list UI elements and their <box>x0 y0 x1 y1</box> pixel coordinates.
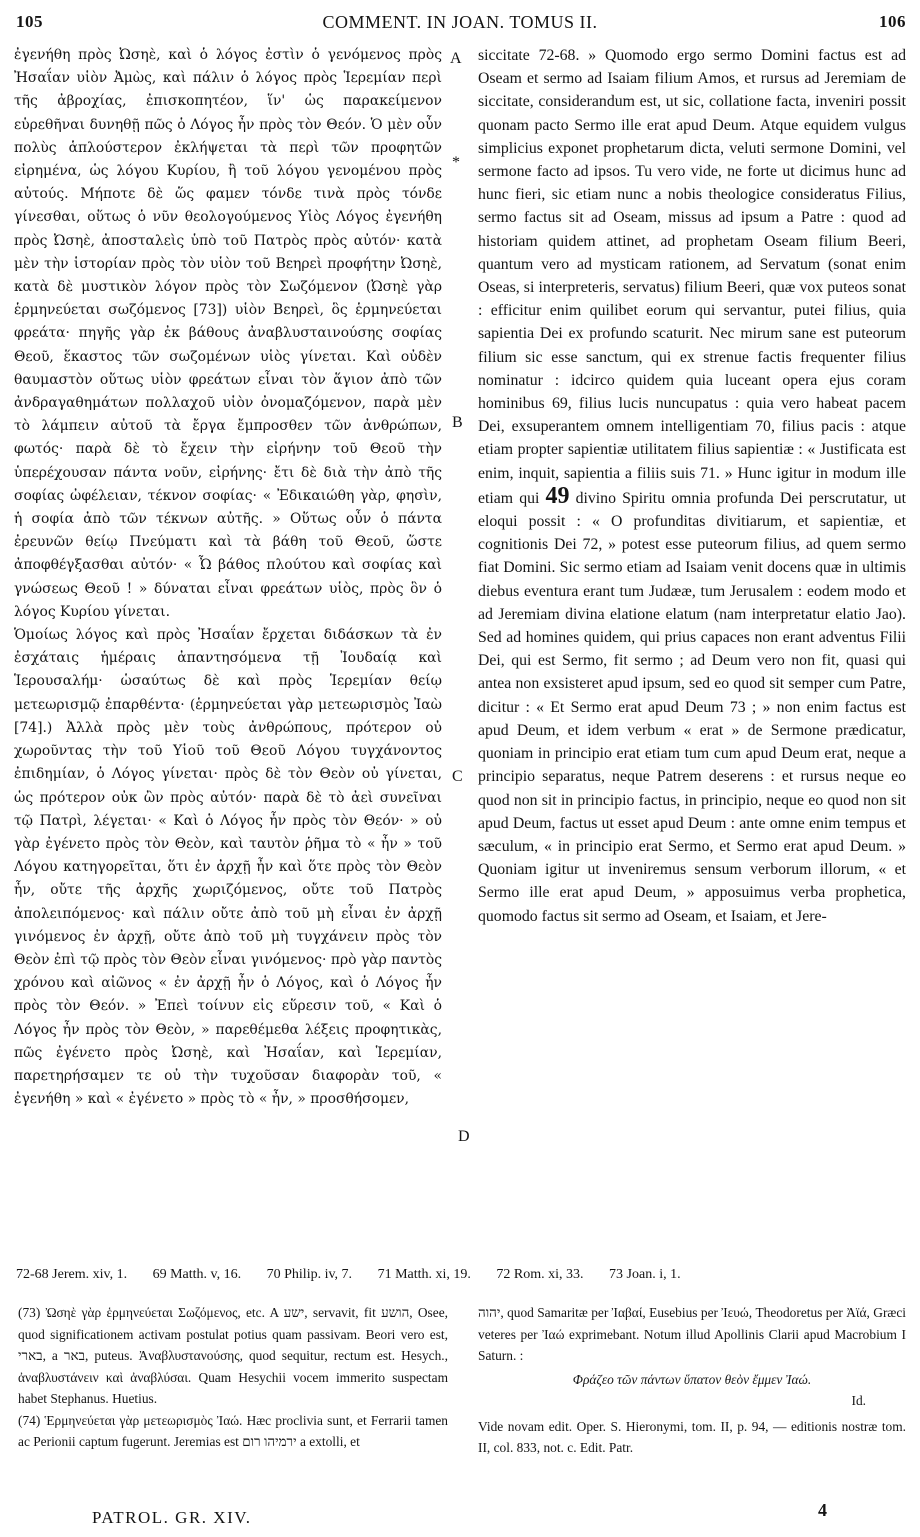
footnote-signature: Id. <box>851 1393 866 1408</box>
signature-number: 4 <box>818 1500 827 1520</box>
greek-paragraph: Ὁμοίως λόγος καὶ πρὸς Ἠσαΐαν ἔρχεται διδάσκων τὰ ἐν ἐσχάταις ἡμέραις ἀπαντησόμενα τῇ Ἰουδαίᾳ καὶ Ἱερουσαλήμ· ὡσαύτως δὲ καὶ πρὸς Ἱερεμίαν θείῳ μετεωρισμῷ ἐπαρθέντα· (ἑρμηνεύεται γὰρ μετεωρισμὸς Ἰαὼ [74].) Ἀλλὰ πρὸς μὲν τοὺς ἀνθρώπους, πρότερον οὐ χωροῦντας τὴν τοῦ Υἱοῦ τοῦ Θεοῦ Λόγου τυγχάνοντος ἐπιδημίαν, ὁ Λόγος γίνεται· πρὸς δὲ τὸν Θεὸν οὐ γίνεται, ὡς πρότερον οὐκ ὢν πρὸς αὐτόν· παρὰ δὲ τὸ ἀεὶ συνεῖναι τῷ Πατρὶ, λέγεται· « Καὶ ὁ Λόγος ἦν πρὸς τὸν Θεόν· » οὐ γὰρ ἐγένετο πρὸς τὸν Θεὸν, καὶ ταυτὸν ῥῆμα τὸ « ἦν » τοῦ Λόγου κατηγορεῖται, ὅτι ἐν ἀρχῇ ἦν καὶ ὅτε πρὸς τὸν Θεὸν ἦν, οὔτε τῆς ἀρχῆς χωριζόμενος, οὔτε τοῦ Πατρὸς ἀπολειπόμενος· καὶ πάλιν οὔτε ἀπὸ τοῦ μὴ εἶναι ἐν ἀρχῇ γινόμενος ἐν ἀρχῇ, οὔτε ἀπὸ τοῦ μὴ τυγχάνειν πρὸς τὸν Θεὸν ἐπὶ τῷ πρὸς τὸν Θεὸν εἶναι γινόμενος· πρὸ γὰρ παντὸς χρόνου καὶ αἰῶνος « ἐν ἀρχῇ ἦν ὁ Λόγος, καὶ ὁ Λόγος ἦν πρὸς τὸν Θεόν. » Ἐπεὶ τοίνυν εἰς εὕρεσιν τοῦ, « Καὶ ὁ Λόγος ἦν πρὸς τὸν Θεὸν, » παρεθέμεθα λέξεις προφητικὰς, πῶς ἐγένετο πρὸς Ὠσηὲ, καὶ Ἠσαΐαν, καὶ Ἱερεμίαν, παρετηρήσαμεν τε οὐ τὴν τυχοῦσαν διαφορὰν τοῦ, « ἐγενήθη » καὶ « ἐγένετο » πρὸς τὸ « ἦν, » προσθήσομεν, <box>14 627 442 1108</box>
footnotes-right <box>478 1302 906 1459</box>
latin-text-column <box>478 44 906 928</box>
latin-paragraph <box>478 44 906 928</box>
margin-marker-d: D <box>458 1128 470 1145</box>
scripture-ref: 71 Matth. xi, 19. <box>377 1267 471 1282</box>
scripture-ref: 69 Matth. v, 16. <box>152 1267 242 1282</box>
column-number: 49 <box>545 482 570 509</box>
greek-text-column <box>14 44 442 1111</box>
footnote: (73) Ὠσηὲ γὰρ ἑρμηνεύεται Σωζόμενος, etc. A ישע, servavit, fit הושע, Osee, quod significationem activam postulat potius quam passivam. Beori vero est, בארי, a באר, puteus. Ἀναβλυστανούσης, quod sequitur, rectum est. Hesych., ἀναβλυστάνειν καὶ ἀναβλύσαι. Quam Hesychii vocem immerito suspectam habet Stephanus. Huetius. <box>18 1305 449 1406</box>
running-title: COMMENT. IN JOAN. TOMUS II. <box>322 12 598 32</box>
footnote-verse: Φράζεο τῶν πάντων ὕπατον θεὸν ἔμμεν Ἰαώ. <box>572 1371 812 1387</box>
margin-marker-c: C <box>452 768 463 785</box>
greek-paragraph: ἐγενήθη πρὸς Ὠσηὲ, καὶ ὁ λόγος ἐστὶν ὁ γενόμενος πρὸς Ἠσαΐαν υἱὸν Ἀμὼς, καὶ πάλιν ὁ λόγος πρὸς Ἱερεμίαν περὶ τῆς ἀβροχίας, ἐπισκοπητέον, ἵν' ὡς παρακείμενον εὑρεθῆναι δυνηθῇ πῶς ὁ Λόγος ἦν πρὸς τὸν Θεόν. Ὁ μὲν οὖν πολὺς ἁπλούστερον ἐκλήψεται τὰ περὶ τῶν προφητῶν εἰρημένα, ὡς λόγου Κυρίου, ἢ τοῦ λόγου γενομένου πρὸς αὐτούς. Μήποτε δὲ ὥς φαμεν τόνδε τινὰ πρὸς τόνδε γίνεσθαι, οὕτως ὁ νῦν θεολογούμενος Υἱὸς Λόγος ἐγενήθη πρὸς Ὠσηὲ, ἀποσταλεὶς ὑπὸ τοῦ Πατρὸς πρὸς αὐτόν· κατὰ μὲν τὴν ἱστορίαν πρὸς τὸν υἱὸν τοῦ Βεηρεὶ προφήτην Ὠσηὲ, κατὰ δὲ μυστικὸν λόγον πρὸς τὸν Σωζόμενον (Ὠσηὲ γὰρ ἑρμηνεύεται σωζόμενος [73]) υἱὸν Βεηρεὶ, ὃς ἑρμηνεύεται φρεάτα· πηγῆς γὰρ ἐκ βάθους ἀναβλυσταινούσης σοφίας Θεοῦ, ἕκαστος τῶν σωζομένων υἱὸς γίνεται. Καὶ οὐδὲν θαυμαστὸν οὕτως υἱὸν φρεάτων εἶναι τὸν ἅγιον ἀπὸ τῶν ἀνδραγαθημάτων πολλαχοῦ υἱὸν ὀνομαζόμενον, παρὰ μὲν τὸ λάμπειν αὐτοῦ τὰ ἔργα ἔμπροσθεν τῶν ἀνθρώπων, φωτός· παρὰ δὲ τὸ ἔχειν τὴν εἰρήνην τοῦ Θεοῦ τὴν ὑπερέχουσαν πάντα νοῦν, εἰρήνης· ἔτι δὲ διὰ τὴν ἀπὸ τῆς σοφίας ὠφέλειαν, τέκνον σοφίας· « Ἐδικαιώθη γὰρ, φησὶν, ἡ σοφία ἀπὸ τῶν τέκνων αὐτῆς. » Οὕτως οὖν ὁ πάντα ἐρευνῶν θείῳ Πνεύματι καὶ τὰ βάθη τοῦ Θεοῦ, ὥστε ἀποφθέγξασθαι αὐτόν· « Ὦ βάθος πλούτου καὶ σοφίας καὶ γνώσεως Θεοῦ ! » δύναται εἶναι φρεάτων υἱὸς, πρὸς ὃν ὁ λόγος Κυρίου γίνεται. <box>14 47 442 620</box>
scripture-ref: 70 Philip. iv, 7. <box>266 1267 353 1282</box>
scripture-ref: 72-68 Jerem. xiv, 1. <box>16 1267 128 1282</box>
scripture-references <box>16 1267 906 1283</box>
footnote: (74) Ἑρμηνεύεται γὰρ μετεωρισμὸς Ἰαώ. Hæc proclivia sunt, et Ferrarii tamen ac Perionii captum fugerunt. Jeremias est ירמיהו רום a extolli, et <box>18 1412 448 1449</box>
footnotes-left <box>18 1302 448 1453</box>
scripture-ref: 73 Joan. i, 1. <box>609 1267 681 1282</box>
latin-paragraph-text: siccitate 72-68. » Quomodo ergo sermo Domini factus est ad Oseam et sermo ad Isaiam filium Amos, et rursus ad Jeremiam de siccitate, considerandum est, ut sic, collatione facta, inveniri possit quonam pacto Sermo ille erat apud Deum. Atque equidem vulgus simplicius exponet prophetarum dicta, veluti sermone Domini, vel sermone facto ad ipsos. Tu vero vide, ne forte ut dicimus hunc ad hunc fieri, sic etiam nunc a nobis theologice consideratus Filius, sermo factus sit ad Oseam, missus ad ipsum a Patre : quod ad historiam quidem attinet, ad prophetam Oseam filium Beeri, quantum vero ad mysticam rationem, ad Servatum (sonat enim Oseas, si interpreteris, servatus) filium Beeri, quæ vox puteos sonat : efficitur enim quilibet eorum qui servantur, putei filius, quia sapientia Dei ex profundo scaturit. Nec mirum sane est puteorum filium sic esse sanctum, qui ex strenue factis frequenter filius nominatur : idcirco quidem quia luceant opera ejus coram hominibus 69, filius lucis nuncupatus : quia vero habeat pacem Dei, exsuperantem omnem intelligentiam 70, filius pacis : atque etiam propter sapientiæ utilitatem filius sapientiæ : « Justificata est enim, inquit, sapientia a filiis suis 71. » Hunc igitur in modum ille etiam qui <box>478 47 906 507</box>
scripture-ref: 72 Rom. xi, 33. <box>496 1267 584 1282</box>
margin-marker-star: * <box>452 154 460 171</box>
margin-marker-b: B <box>452 414 463 431</box>
right-page-number: 106 <box>879 12 906 31</box>
series-footer: PATROL. GR. XIV. <box>92 1508 252 1527</box>
footnote: יהוה, quod Samaritæ per Ἰαβαί, Eusebius per Ἰευώ, Theodoretus per Ἀϊά, Græci veteres per Ἰαώ exprimebant. Notum illud Apollinis Clarii apud Macrobium I Saturn. : <box>478 1305 906 1363</box>
latin-paragraph-text: divino Spiritu omnia profunda Dei perscrutatur, ut eloqui possit : « O profunditas divitiarum, et sapientiæ, et cognitionis Dei 72, » potest esse puteorum filius, ad quem sermo fiat Domini. Sic sermo etiam ad Isaiam venit docens quæ in ultimis diebus eventura erant tum Judææ, tum Jerusalem : eodem modo et ad Jeremiam divina elatione elatum (nam interpretatur elatio Jao). Sed ad homines quidem, qui prius capaces non erant adventus Filii Dei, qui est Sermo, fit sermo ; ad Deum vero non fit, quasi qui antea non exsisteret apud ipsum, sed eo quod sit semper cum Patre, dicitur : « Et Sermo erat apud Deum 73 ; » non enim factus est apud Deum, et idem verbum « erat » de Sermone prædicatur, quoniam in principio erat etiam tum cum apud Deum erat, neque a principio separatus, neque Patrem deserens : et rursus neque eo quod non sit in principio factus, in principio, neque eo quod non sit apud Deum, factus ut esset apud Deum : ante omne enim tempus et sæculum, « in principio erat Sermo, et Sermo erat apud Deum. » Quoniam igitur ut inveniremus sensum verborum illorum, « et Sermo ille erat apud Deum, » apposuimus verba prophetica, quomodo factus sit sermo ad Oseam, et Isaiam, et Jere- <box>478 489 906 925</box>
margin-marker-a: A <box>450 50 462 67</box>
left-page-number: 105 <box>16 12 43 31</box>
footnote: Vide novam edit. Oper. S. Hieronymi, tom. II, p. 94, — editionis nostræ tom. II, col. 833, not. c. Edit. Patr. <box>478 1418 906 1455</box>
